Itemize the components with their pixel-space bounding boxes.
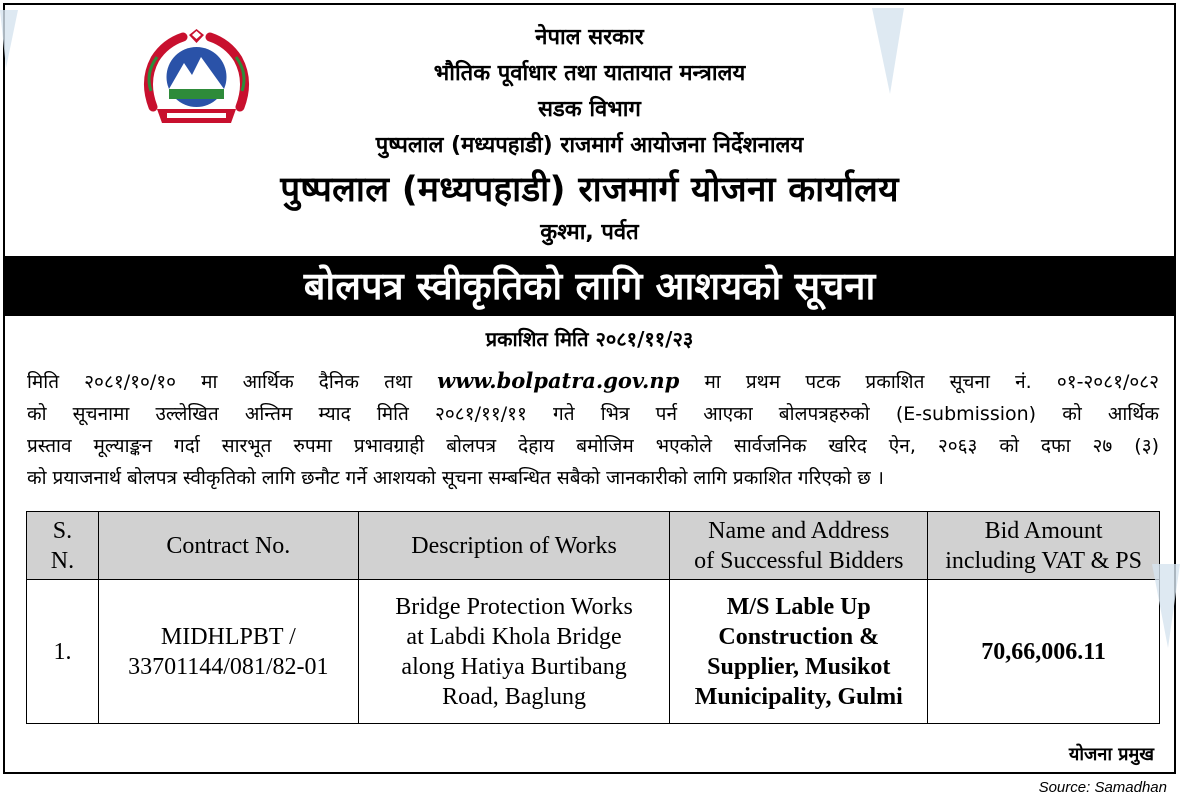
contract-line-1: MIDHLPBT / — [160, 623, 296, 650]
cell-sn: 1. — [27, 580, 99, 724]
cell-description — [358, 580, 670, 724]
department-name: सडक विभाग — [538, 97, 641, 122]
desc-line-2: at Labdi Khola Bridge — [406, 623, 622, 650]
signature-title: योजना प्रमुख — [1068, 744, 1154, 765]
bidder-line-2: Construction & — [718, 623, 880, 650]
table-row — [27, 580, 1160, 724]
header-sn-line-1: S. — [52, 517, 73, 544]
cell-contract-no — [98, 580, 358, 724]
directorate-name: पुष्पलाल (मध्यपहाडी) राजमार्ग आयोजना निर्देशनालय — [375, 133, 804, 158]
header-amount-line-2: including VAT & PS — [945, 547, 1142, 574]
govt-name: नेपाल सरकार — [535, 25, 644, 50]
notice — [3, 3, 1176, 774]
header-contract-no: Contract No. — [98, 512, 358, 580]
header-bidder-line-2: of Successful Bidders — [694, 547, 904, 574]
header-bidder — [670, 512, 928, 580]
notice-title-banner: बोलपत्र स्वीकृतिको लागि आशयको सूचना — [5, 256, 1174, 316]
office-name: पुष्पलाल (मध्यपहाडी) राजमार्ग योजना कार्यालय — [280, 170, 899, 210]
header-sn — [27, 512, 99, 580]
ministry-name: भौतिक पूर्वाधार तथा यातायात मन्त्रालय — [433, 61, 746, 86]
body-line-1-start: मिति २०८१/१०/१० मा आर्थिक दैनिक तथा — [27, 371, 412, 393]
header-amount-line-1: Bid Amount — [984, 517, 1103, 544]
cell-bid-amount: 70,66,006.11 — [928, 580, 1160, 724]
cell-bidder — [670, 580, 928, 724]
body-line-1 — [27, 365, 1159, 398]
table-header-row — [27, 512, 1160, 580]
bidder-line-3: Supplier, Musikot — [707, 653, 891, 680]
header-bid-amount — [928, 512, 1160, 580]
desc-line-1: Bridge Protection Works — [395, 593, 633, 620]
bidder-line-1: M/S Lable Up — [726, 593, 871, 620]
header-description: Description of Works — [358, 512, 670, 580]
body-line-3: प्रस्ताव मूल्याङ्कन गर्दा सारभूत रुपमा प्रभावग्राही बोलपत्र देहाय बमोजिम भएकोले सार्वजनिक खरिद ऐन, २०६३ को दफा २७ (३) — [27, 435, 1159, 457]
notice-body — [27, 365, 1159, 494]
bid-table — [26, 511, 1160, 724]
bidder-line-4: Municipality, Gulmi — [694, 683, 903, 710]
body-line-4: को प्रयाजनार्थ बोलपत्र स्वीकृतिको लागि छनौट गर्ने आशयको सूचना सम्बन्धित सबैको जानकारीको लागि प्रकाशित गरिएको छ । — [27, 467, 884, 489]
office-location: कुश्मा, पर्वत — [540, 220, 639, 245]
header-bidder-line-1: Name and Address — [708, 517, 890, 544]
desc-line-3: along Hatiya Burtibang — [401, 653, 627, 680]
desc-line-4: Road, Baglung — [442, 683, 587, 710]
bolpatra-link[interactable]: www.bolpatra.gov.np — [437, 368, 680, 393]
header-sn-line-2: N. — [50, 547, 75, 574]
image-source-credit: Source: Samadhan — [1038, 779, 1167, 796]
contract-line-2: 33701144/081/82-01 — [128, 653, 329, 680]
body-line-2: को सूचनामा उल्लेखित अन्तिम म्याद मिति २०८१/११/११ गते भित्र पर्न आएका बोलपत्रहरुको (E-submission) को आर्थिक — [27, 403, 1159, 425]
published-date: प्रकाशित मिति २०८१/११/२३ — [485, 327, 694, 351]
body-line-1-end: मा प्रथम पटक प्रकाशित सूचना नं. ०१-२०८१/०८२ — [704, 371, 1159, 393]
